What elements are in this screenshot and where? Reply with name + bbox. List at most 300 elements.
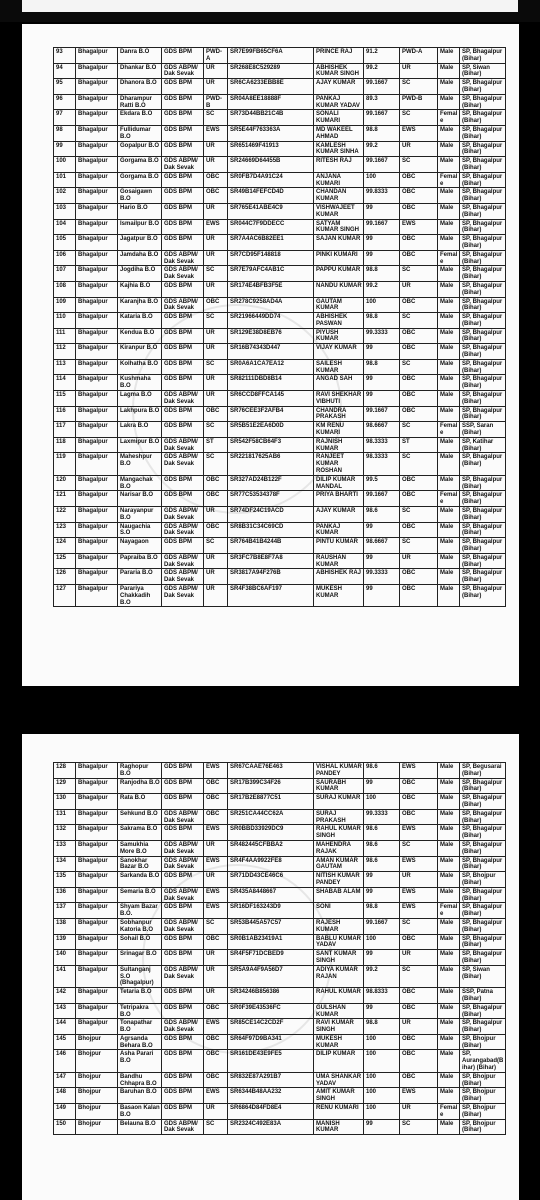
cell-division: Bhagalpur — [76, 266, 118, 282]
table-row — [54, 778, 506, 794]
cell-candidate-name: PANKAJ KUMAR — [314, 522, 364, 538]
cell-candidate-category: OBC — [400, 375, 438, 391]
cell-candidate-category: OBC — [400, 569, 438, 585]
cell-division: Bhagalpur — [76, 391, 118, 407]
cell-marks: 100 — [364, 297, 400, 313]
cell-serial: 110 — [54, 313, 76, 329]
cell-community: SC — [204, 422, 228, 438]
cell-allotted-division: SP, Bhagalpur (Bihar) — [460, 1003, 506, 1019]
cell-marks: 100 — [364, 1088, 400, 1104]
cell-community: UR — [204, 250, 228, 266]
cell-allotted-division: SP, Bhagalpur (Bihar) — [460, 825, 506, 841]
cell-division: Bhagalpur — [76, 141, 118, 157]
cell-office: Sarkanda B.O — [118, 872, 162, 888]
cell-gender: Male — [438, 553, 460, 569]
cell-allotted-division: SP, Bhojpur (Bihar) — [460, 1072, 506, 1088]
cell-serial: 117 — [54, 422, 76, 438]
cell-gender: Male — [438, 475, 460, 491]
cell-candidate-category: EWS — [400, 125, 438, 141]
cell-registration-no: SR24669D64455B — [228, 157, 314, 173]
cell-registration-no: SR5A9A4F9A56D7 — [228, 965, 314, 987]
cell-office: Tetripakra B.O — [118, 1003, 162, 1019]
cell-office: Sultanganj S.O (Bhagalpur) — [118, 965, 162, 987]
cell-allotted-division: SP, Bhagalpur (Bihar) — [460, 538, 506, 554]
cell-registration-no: SR4F38BC6AF197 — [228, 584, 314, 606]
cell-serial: 127 — [54, 584, 76, 606]
cell-serial: 126 — [54, 569, 76, 585]
table-row — [54, 1119, 506, 1135]
cell-gender: Male — [438, 522, 460, 538]
cell-candidate-category: ST — [400, 437, 438, 453]
cell-candidate-name: NITISH KUMAR PANDEY — [314, 872, 364, 888]
table-row — [54, 375, 506, 391]
cell-candidate-category: SC — [400, 840, 438, 856]
cell-gender: Male — [438, 344, 460, 360]
cell-candidate-name: ADIYA KUMAR RAJAN — [314, 965, 364, 987]
cell-division: Bhagalpur — [76, 903, 118, 919]
cell-candidate-name: RANJEET KUMAR ROSHAN — [314, 453, 364, 475]
table-row — [54, 63, 506, 79]
previous-page-edge — [0, 0, 540, 22]
cell-serial: 143 — [54, 1003, 76, 1019]
cell-registration-no: SR7A4AC6B82EE1 — [228, 235, 314, 251]
cell-serial: 124 — [54, 538, 76, 554]
cell-office: Semaria B.O — [118, 887, 162, 903]
cell-post: GDS BPM — [162, 794, 204, 810]
cell-candidate-name: RITESH RAJ — [314, 157, 364, 173]
cell-gender: Male — [438, 266, 460, 282]
table-row — [54, 840, 506, 856]
cell-candidate-category: SC — [400, 79, 438, 95]
cell-community: UR — [204, 344, 228, 360]
table-row — [54, 437, 506, 453]
cell-marks: 98.6 — [364, 825, 400, 841]
table-row — [54, 359, 506, 375]
cell-allotted-division: SP, Bhagalpur (Bihar) — [460, 934, 506, 950]
cell-gender: Male — [438, 918, 460, 934]
cell-serial: 105 — [54, 235, 76, 251]
cell-post: GDS ABPM/ Dak Sevak — [162, 856, 204, 872]
cell-post: GDS ABPM/ Dak Sevak — [162, 569, 204, 585]
table-row — [54, 453, 506, 475]
cell-post: GDS BPM — [162, 1104, 204, 1120]
cell-post: GDS ABPM/ Dak Sevak — [162, 887, 204, 903]
cell-post: GDS BPM — [162, 359, 204, 375]
cell-marks: 98.3333 — [364, 453, 400, 475]
cell-marks: 99.5 — [364, 475, 400, 491]
cell-marks: 99 — [364, 250, 400, 266]
cell-division: Bhojpur — [76, 1072, 118, 1088]
paper-edge — [22, 0, 518, 12]
cell-allotted-division: SP, Bhagalpur (Bihar) — [460, 584, 506, 606]
cell-division: Bhojpur — [76, 1104, 118, 1120]
cell-gender: Female — [438, 250, 460, 266]
cell-office: Ranjodha B.O — [118, 778, 162, 794]
cell-candidate-category: OBC — [400, 297, 438, 313]
cell-gender: Male — [438, 141, 460, 157]
cell-candidate-name: SURAJ KUMAR — [314, 794, 364, 810]
cell-candidate-category: UR — [400, 1019, 438, 1035]
cell-marks: 100 — [364, 1104, 400, 1120]
cell-post: GDS BPM — [162, 778, 204, 794]
cell-candidate-name: PRINCE RAJ — [314, 48, 364, 64]
cell-serial: 122 — [54, 507, 76, 523]
cell-serial: 108 — [54, 281, 76, 297]
cell-serial: 148 — [54, 1088, 76, 1104]
cell-division: Bhagalpur — [76, 918, 118, 934]
cell-division: Bhagalpur — [76, 887, 118, 903]
cell-candidate-category: SC — [400, 507, 438, 523]
cell-marks: 98.6 — [364, 507, 400, 523]
cell-office: Jogdiha B.O — [118, 266, 162, 282]
cell-serial: 95 — [54, 79, 76, 95]
cell-division: Bhagalpur — [76, 219, 118, 235]
cell-marks: 98.8 — [364, 1019, 400, 1035]
cell-office: Gopalpur B.O — [118, 141, 162, 157]
table-row — [54, 1003, 506, 1019]
cell-candidate-category: OBC — [400, 328, 438, 344]
cell-registration-no: SR34246B856386 — [228, 988, 314, 1004]
cell-candidate-name: RAHUL KUMAR — [314, 988, 364, 1004]
cell-marks: 100 — [364, 934, 400, 950]
cell-marks: 98.8 — [364, 903, 400, 919]
cell-office: Dhankar B.O — [118, 63, 162, 79]
cell-allotted-division: SP, Bhagalpur (Bihar) — [460, 794, 506, 810]
cell-registration-no: SR651469F41913 — [228, 141, 314, 157]
cell-serial: 139 — [54, 934, 76, 950]
cell-serial: 130 — [54, 794, 76, 810]
cell-office: Tonapathar B.O — [118, 1019, 162, 1035]
cell-community: UR — [204, 203, 228, 219]
cell-registration-no: SR482445CFBBA2 — [228, 840, 314, 856]
cell-office: Samukhia More B.O — [118, 840, 162, 856]
cell-marks: 99.1667 — [364, 406, 400, 422]
cell-gender: Male — [438, 934, 460, 950]
cell-registration-no: SR77C53534378F — [228, 491, 314, 507]
cell-division: Bhagalpur — [76, 328, 118, 344]
cell-community: EWS — [204, 903, 228, 919]
cell-marks: 99.1667 — [364, 918, 400, 934]
cell-allotted-division: SP, Bhojpur (Bihar) — [460, 1088, 506, 1104]
cell-gender: Female — [438, 491, 460, 507]
cell-gender: Male — [438, 1034, 460, 1050]
table-row — [54, 538, 506, 554]
cell-candidate-category: SC — [400, 1119, 438, 1135]
cell-gender: Male — [438, 1003, 460, 1019]
cell-allotted-division: SSP, Patna (Bihar) — [460, 988, 506, 1004]
cell-candidate-category: OBC — [400, 584, 438, 606]
cell-serial: 99 — [54, 141, 76, 157]
cell-serial: 119 — [54, 453, 76, 475]
cell-registration-no: SR67CAAE76E463 — [228, 763, 314, 779]
cell-candidate-category: UR — [400, 872, 438, 888]
cell-allotted-division: SP, Siwan (Bihar) — [460, 965, 506, 987]
cell-marks: 99 — [364, 887, 400, 903]
cell-registration-no: SR764B41B4244B — [228, 538, 314, 554]
cell-community: PWD-B — [204, 94, 228, 110]
cell-community: UR — [204, 63, 228, 79]
cell-community: UR — [204, 79, 228, 95]
cell-marks: 99.2 — [364, 141, 400, 157]
cell-serial: 102 — [54, 188, 76, 204]
cell-candidate-category: UR — [400, 63, 438, 79]
cell-registration-no: SR53B445A57C57 — [228, 918, 314, 934]
table-row — [54, 903, 506, 919]
cell-candidate-category: SC — [400, 359, 438, 375]
cell-allotted-division: SSP, Saran (Bihar) — [460, 422, 506, 438]
cell-gender: Male — [438, 219, 460, 235]
cell-marks: 99 — [364, 375, 400, 391]
cell-office: Sohail B.O — [118, 934, 162, 950]
cell-serial: 114 — [54, 375, 76, 391]
cell-division: Bhagalpur — [76, 763, 118, 779]
cell-office: Nayagaon — [118, 538, 162, 554]
cell-allotted-division: SP, Aurangabad(Bihar) (Bihar) — [460, 1050, 506, 1072]
cell-candidate-category: UR — [400, 1104, 438, 1120]
cell-marks: 99.1667 — [364, 491, 400, 507]
cell-allotted-division: SP, Bhagalpur (Bihar) — [460, 453, 506, 475]
cell-registration-no: SR49B14FEFCD4D — [228, 188, 314, 204]
cell-office: Srinagar B.O — [118, 950, 162, 966]
cell-post: GDS BPM — [162, 313, 204, 329]
cell-registration-no: SR71DD43CE46C6 — [228, 872, 314, 888]
cell-candidate-name: SAURABH KUMAR — [314, 778, 364, 794]
cell-registration-no: SR0B1AB23419A1 — [228, 934, 314, 950]
cell-office: Sobhanpur Katoria B.O — [118, 918, 162, 934]
cell-registration-no: SR268E8C529289 — [228, 63, 314, 79]
cell-registration-no: SR6CCD8FFCA145 — [228, 391, 314, 407]
cell-marks: 98.3333 — [364, 437, 400, 453]
cell-candidate-category: UR — [400, 141, 438, 157]
cell-serial: 100 — [54, 157, 76, 173]
cell-office: Ekdara B.O — [118, 110, 162, 126]
cell-post: GDS ABPM/ Dak Sevak — [162, 250, 204, 266]
cell-office: Gosaigawn B.O — [118, 188, 162, 204]
cell-office: Agrsanda Behara B.O — [118, 1034, 162, 1050]
cell-community: UR — [204, 950, 228, 966]
table-row — [54, 188, 506, 204]
cell-serial: 136 — [54, 887, 76, 903]
cell-registration-no: SR7E79AFC4AB1C — [228, 266, 314, 282]
cell-candidate-category: OBC — [400, 491, 438, 507]
cell-office: Basaon Kalan B.O — [118, 1104, 162, 1120]
cell-allotted-division: SP, Katihar (Bihar) — [460, 437, 506, 453]
cell-community: UR — [204, 988, 228, 1004]
cell-marks: 99 — [364, 872, 400, 888]
table-row — [54, 219, 506, 235]
cell-candidate-name: RAVI SHEKHAR VIBHUTI — [314, 391, 364, 407]
table-row — [54, 344, 506, 360]
cell-community: UR — [204, 507, 228, 523]
cell-gender: Female — [438, 422, 460, 438]
cell-division: Bhagalpur — [76, 950, 118, 966]
cell-candidate-category: SC — [400, 538, 438, 554]
cell-gender: Male — [438, 778, 460, 794]
cell-division: Bhojpur — [76, 1088, 118, 1104]
table-row — [54, 491, 506, 507]
cell-division: Bhagalpur — [76, 584, 118, 606]
cell-serial: 132 — [54, 825, 76, 841]
cell-post: GDS BPM — [162, 903, 204, 919]
cell-candidate-category: EWS — [400, 825, 438, 841]
cell-registration-no: SR82111DBD8B14 — [228, 375, 314, 391]
cell-post: GDS BPM — [162, 141, 204, 157]
table-row — [54, 313, 506, 329]
cell-post: GDS BPM — [162, 1072, 204, 1088]
cell-community: OBC — [204, 522, 228, 538]
cell-division: Bhagalpur — [76, 856, 118, 872]
cell-registration-no: SR161DE43E9FE5 — [228, 1050, 314, 1072]
cell-community: SC — [204, 313, 228, 329]
cell-candidate-category: OBC — [400, 203, 438, 219]
cell-gender: Male — [438, 1050, 460, 1072]
cell-gender: Male — [438, 887, 460, 903]
cell-gender: Male — [438, 569, 460, 585]
cell-post: GDS BPM — [162, 94, 204, 110]
cell-post: GDS ABPM/ Dak Sevak — [162, 437, 204, 453]
cell-gender: Male — [438, 391, 460, 407]
cell-allotted-division: SP, Bhagalpur (Bihar) — [460, 950, 506, 966]
table-row — [54, 157, 506, 173]
cell-candidate-category: OBC — [400, 235, 438, 251]
cell-community: UR — [204, 141, 228, 157]
cell-serial: 93 — [54, 48, 76, 64]
cell-office: Shyam Bazar B.O. — [118, 903, 162, 919]
cell-division: Bhagalpur — [76, 203, 118, 219]
cell-serial: 129 — [54, 778, 76, 794]
cell-division: Bhagalpur — [76, 125, 118, 141]
cell-post: GDS ABPM/ Dak Sevak — [162, 1119, 204, 1135]
cell-registration-no: SR3FC7B8E8F7A8 — [228, 553, 314, 569]
cell-candidate-name: PAPPU KUMAR — [314, 266, 364, 282]
cell-candidate-name: GAUTAM KUMAR — [314, 297, 364, 313]
cell-serial: 131 — [54, 809, 76, 825]
cell-candidate-category: SC — [400, 110, 438, 126]
cell-post: GDS ABPM/ Dak Sevak — [162, 507, 204, 523]
cell-serial: 125 — [54, 553, 76, 569]
cell-registration-no: SR044C7F9DDECC — [228, 219, 314, 235]
cell-candidate-name: VISHAL KUMAR PANDEY — [314, 763, 364, 779]
cell-serial: 118 — [54, 437, 76, 453]
cell-candidate-category: OBC — [400, 1050, 438, 1072]
cell-post: GDS ABPM/ Dak Sevak — [162, 297, 204, 313]
cell-marks: 99.1667 — [364, 79, 400, 95]
cell-candidate-category: PWD-B — [400, 94, 438, 110]
cell-community: OBC — [204, 188, 228, 204]
cell-gender: Male — [438, 584, 460, 606]
cell-community: UR — [204, 328, 228, 344]
cell-post: GDS ABPM/ Dak Sevak — [162, 840, 204, 856]
results-table-1 — [53, 47, 505, 607]
cell-post: GDS BPM — [162, 406, 204, 422]
cell-gender: Male — [438, 79, 460, 95]
cell-candidate-name: AMIT KUMAR SINGH — [314, 1088, 364, 1104]
cell-marks: 99 — [364, 553, 400, 569]
cell-allotted-division: SP, Bhagalpur (Bihar) — [460, 553, 506, 569]
cell-marks: 91.2 — [364, 48, 400, 64]
cell-post: GDS ABPM/ Dak Sevak — [162, 1019, 204, 1035]
cell-marks: 98.8 — [364, 313, 400, 329]
cell-candidate-name: AMAN KUMAR GAUTAM — [314, 856, 364, 872]
table-row — [54, 125, 506, 141]
cell-post: GDS ABPM/ Dak Sevak — [162, 63, 204, 79]
cell-allotted-division: SP, Bhagalpur (Bihar) — [460, 250, 506, 266]
cell-candidate-category: OBC — [400, 934, 438, 950]
cell-division: Bhagalpur — [76, 437, 118, 453]
cell-allotted-division: SP, Bhagalpur (Bihar) — [460, 157, 506, 173]
cell-candidate-name: SAJAN KUMAR — [314, 235, 364, 251]
cell-allotted-division: SP, Bhagalpur (Bihar) — [460, 188, 506, 204]
cell-allotted-division: SP, Bhagalpur (Bihar) — [460, 856, 506, 872]
cell-candidate-name: ABHISHEK RAJ — [314, 569, 364, 585]
cell-gender: Male — [438, 313, 460, 329]
cell-serial: 138 — [54, 918, 76, 934]
cell-office: Kushmaha B.O — [118, 375, 162, 391]
cell-division: Bhagalpur — [76, 475, 118, 491]
cell-post: GDS BPM — [162, 491, 204, 507]
table-row — [54, 988, 506, 1004]
cell-allotted-division: SP, Bhagalpur (Bihar) — [460, 281, 506, 297]
cell-allotted-division: SP, Bhagalpur (Bihar) — [460, 903, 506, 919]
table-row — [54, 250, 506, 266]
cell-registration-no: SR7E99FB65CF6A — [228, 48, 314, 64]
cell-registration-no: SR327AD24B122F — [228, 475, 314, 491]
cell-office: Parariya Chakkadih B.O — [118, 584, 162, 606]
table-row — [54, 1104, 506, 1120]
cell-registration-no: SR0F39E43536FC — [228, 1003, 314, 1019]
cell-candidate-name: AJAY KUMAR — [314, 79, 364, 95]
cell-serial: 116 — [54, 406, 76, 422]
cell-post: GDS BPM — [162, 1050, 204, 1072]
table-row — [54, 48, 506, 64]
cell-division: Bhojpur — [76, 1119, 118, 1135]
table-row — [54, 422, 506, 438]
cell-office: Hario B.O — [118, 203, 162, 219]
cell-serial: 149 — [54, 1104, 76, 1120]
table-row — [54, 328, 506, 344]
cell-allotted-division: SP, Bhagalpur (Bihar) — [460, 313, 506, 329]
table-row — [54, 1050, 506, 1072]
cell-candidate-category: OBC — [400, 1003, 438, 1019]
cell-community: UR — [204, 569, 228, 585]
cell-office: Naugachia S.O — [118, 522, 162, 538]
cell-serial: 97 — [54, 110, 76, 126]
cell-division: Bhagalpur — [76, 491, 118, 507]
cell-post: GDS BPM — [162, 825, 204, 841]
cell-candidate-name: BABLU KUMAR YADAV — [314, 934, 364, 950]
cell-gender: Male — [438, 872, 460, 888]
cell-office: Dharampur Ratti B.O — [118, 94, 162, 110]
cell-division: Bhagalpur — [76, 553, 118, 569]
table-row — [54, 391, 506, 407]
cell-office: Papraiba B.O — [118, 553, 162, 569]
table-row — [54, 934, 506, 950]
cell-community: UR — [204, 235, 228, 251]
cell-allotted-division: SP, Bhagalpur (Bihar) — [460, 491, 506, 507]
cell-serial: 111 — [54, 328, 76, 344]
cell-registration-no: SR21966449DD74 — [228, 313, 314, 329]
cell-candidate-name: RAVI KUMAR SINGH — [314, 1019, 364, 1035]
cell-serial: 140 — [54, 950, 76, 966]
cell-serial: 146 — [54, 1050, 76, 1072]
cell-serial: 145 — [54, 1034, 76, 1050]
cell-candidate-category: EWS — [400, 903, 438, 919]
table-row — [54, 1088, 506, 1104]
cell-marks: 100 — [364, 1034, 400, 1050]
cell-candidate-name: SURAJ PRAKASH — [314, 809, 364, 825]
cell-candidate-name: RAUSHAN KUMAR — [314, 553, 364, 569]
cell-division: Bhagalpur — [76, 569, 118, 585]
